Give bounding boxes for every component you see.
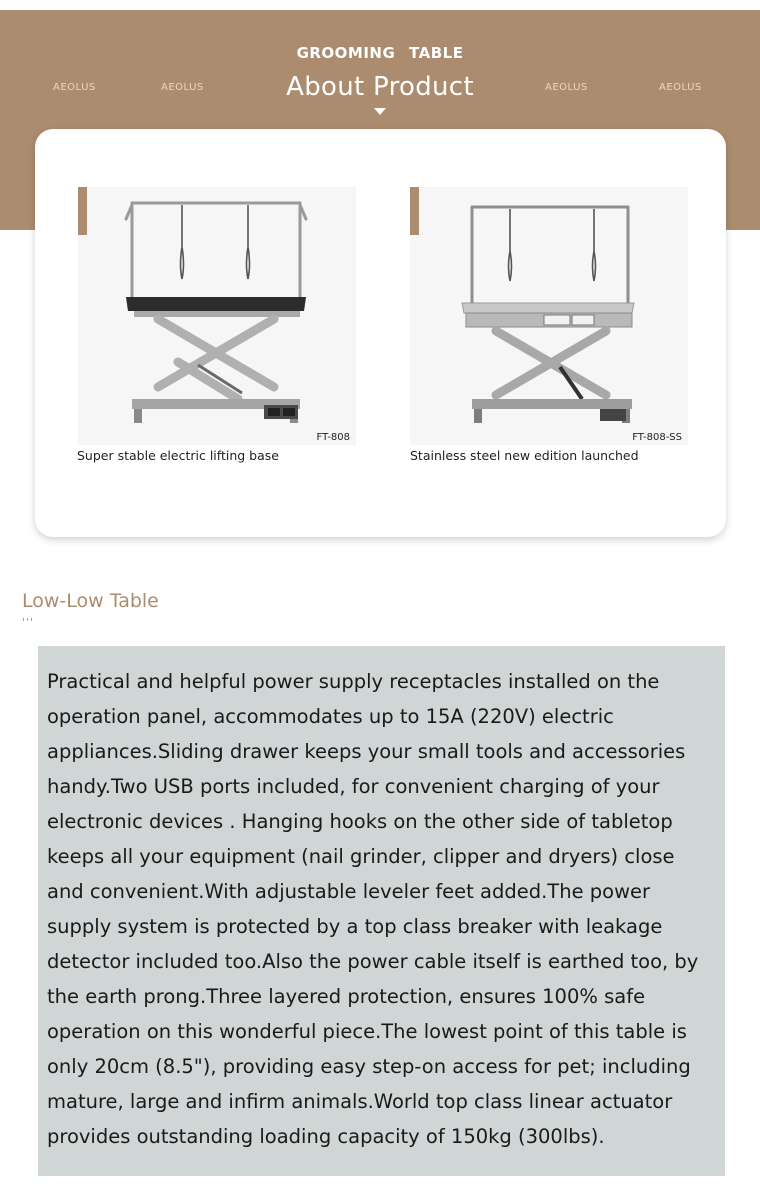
brand-mark: AEOLUS bbox=[53, 82, 96, 93]
model-label: FT-808 bbox=[316, 432, 350, 443]
section-title: Low-Low Table bbox=[22, 590, 159, 612]
product-image-ft808 bbox=[78, 187, 356, 445]
description-text: Practical and helpful power supply receptacles installed on the operation panel, accommodates up to 15A (220V) electric appliances.Sliding drawer keeps your small tools and accessories handy.Two USB ports included, for convenient charging of your electronic devices . Hanging hooks on the other side of tabletop keeps all your equipment (nail grinder, clipper and dryers) close and convenient.With adjustable leveler feet added.The power supply system is protected by a top class breaker with leakage detector included too.Also the power cable itself is earthed too, by the earth prong.Three layered protection, ensures 100% safe operation on this wonderful piece.The lowest point of this table is only 20cm (8.5"), providing easy step-on access for pet; including mature, large and infirm animals.World top class linear actuator provides outstanding loading capacity of 150kg (300lbs). bbox=[47, 670, 699, 1148]
grooming-table-black-top-icon bbox=[78, 187, 356, 445]
grooming-table-steel-top-icon bbox=[410, 187, 688, 445]
hero-subtitle: GROOMING TABLE bbox=[296, 44, 464, 62]
section-mark: ''' bbox=[22, 616, 35, 629]
hero-title: About Product bbox=[286, 72, 474, 102]
product-caption: Stainless steel new edition launched bbox=[410, 448, 639, 463]
caret-down-icon bbox=[374, 108, 386, 115]
brand-mark: AEOLUS bbox=[545, 82, 588, 93]
product-card bbox=[35, 129, 726, 537]
product-caption: Super stable electric lifting base bbox=[77, 448, 279, 463]
product-image-ft808ss bbox=[410, 187, 688, 445]
brand-mark: AEOLUS bbox=[659, 82, 702, 93]
model-label: FT-808-SS bbox=[632, 432, 682, 443]
brand-mark: AEOLUS bbox=[161, 82, 204, 93]
top-strip bbox=[0, 0, 760, 10]
